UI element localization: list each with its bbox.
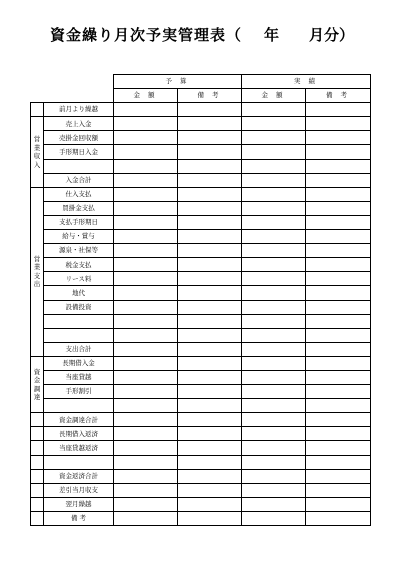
actual-amount-cell[interactable]	[242, 511, 306, 525]
row-label: 地代	[44, 286, 114, 300]
actual-remarks-cell[interactable]	[306, 145, 371, 159]
table-row	[31, 131, 371, 145]
group-blank-cell	[31, 497, 44, 511]
actual-remarks-cell[interactable]	[306, 314, 371, 328]
row-label: 資金調達合計	[44, 413, 114, 427]
actual-remarks-cell[interactable]	[306, 427, 371, 441]
header-actual: 実 績	[242, 75, 371, 89]
actual-amount-cell[interactable]	[242, 342, 306, 356]
actual-remarks-cell[interactable]	[306, 244, 371, 258]
budget-remarks-cell[interactable]	[178, 483, 242, 497]
table-row	[31, 230, 371, 244]
actual-remarks-cell[interactable]	[306, 230, 371, 244]
actual-amount-cell[interactable]	[242, 399, 306, 413]
actual-amount-cell[interactable]	[242, 385, 306, 399]
table-row	[31, 328, 371, 342]
actual-remarks-cell[interactable]	[306, 103, 371, 117]
budget-amount-cell[interactable]	[114, 300, 178, 314]
budget-amount-cell[interactable]	[114, 399, 178, 413]
row-label: 売上入金	[44, 117, 114, 131]
group-blank-cell	[31, 413, 44, 427]
budget-amount-cell[interactable]	[114, 314, 178, 328]
table-row	[31, 272, 371, 286]
actual-remarks-cell[interactable]	[306, 328, 371, 342]
header-actual-remarks: 備 考	[306, 89, 371, 103]
row-label: 支払手形期日	[44, 215, 114, 229]
table-row	[31, 244, 371, 258]
table-row	[31, 497, 371, 511]
actual-amount-cell[interactable]	[242, 469, 306, 483]
table-row	[31, 342, 371, 356]
budget-remarks-cell[interactable]	[178, 201, 242, 215]
budget-amount-cell[interactable]	[114, 145, 178, 159]
actual-amount-cell[interactable]	[242, 215, 306, 229]
budget-remarks-cell[interactable]	[178, 413, 242, 427]
row-label: 源泉・社保等	[44, 244, 114, 258]
actual-remarks-cell[interactable]	[306, 173, 371, 187]
group-blank-cell	[31, 511, 44, 525]
actual-amount-cell[interactable]	[242, 314, 306, 328]
budget-remarks-cell[interactable]	[178, 187, 242, 201]
actual-remarks-cell[interactable]	[306, 385, 371, 399]
budget-remarks-cell[interactable]	[178, 385, 242, 399]
budget-remarks-cell[interactable]	[178, 511, 242, 525]
row-label	[44, 314, 114, 328]
row-label: 設備投資	[44, 300, 114, 314]
budget-amount-cell[interactable]	[114, 258, 178, 272]
actual-amount-cell[interactable]	[242, 356, 306, 370]
row-label: 資金返済合計	[44, 469, 114, 483]
table-row	[31, 201, 371, 215]
budget-remarks-cell[interactable]	[178, 159, 242, 173]
budget-amount-cell[interactable]	[114, 159, 178, 173]
actual-amount-cell[interactable]	[242, 230, 306, 244]
actual-remarks-cell[interactable]	[306, 356, 371, 370]
row-label: 買掛金支払	[44, 201, 114, 215]
header-corner	[31, 75, 114, 103]
budget-amount-cell[interactable]	[114, 286, 178, 300]
row-label	[44, 455, 114, 469]
budget-amount-cell[interactable]	[114, 483, 178, 497]
budget-remarks-cell[interactable]	[178, 300, 242, 314]
group-blank-cell	[31, 483, 44, 497]
actual-amount-cell[interactable]	[242, 286, 306, 300]
row-label: 税金支払	[44, 258, 114, 272]
header-budget-amount: 金 額	[114, 89, 178, 103]
budget-amount-cell[interactable]	[114, 385, 178, 399]
budget-remarks-cell[interactable]	[178, 103, 242, 117]
actual-amount-cell[interactable]	[242, 258, 306, 272]
row-label: 長期借入返済	[44, 427, 114, 441]
budget-remarks-cell[interactable]	[178, 342, 242, 356]
actual-remarks-cell[interactable]	[306, 370, 371, 384]
actual-amount-cell[interactable]	[242, 103, 306, 117]
budget-amount-cell[interactable]	[114, 215, 178, 229]
actual-remarks-cell[interactable]	[306, 215, 371, 229]
row-label: 前月より繰越	[44, 103, 114, 117]
budget-amount-cell[interactable]	[114, 230, 178, 244]
row-label: 当座貸越	[44, 370, 114, 384]
budget-remarks-cell[interactable]	[178, 469, 242, 483]
table-row	[31, 455, 371, 469]
table-row	[31, 427, 371, 441]
budget-amount-cell[interactable]	[114, 441, 178, 455]
group-blank-cell	[31, 469, 44, 483]
row-label: 給与・賞与	[44, 230, 114, 244]
actual-remarks-cell[interactable]	[306, 117, 371, 131]
table-row	[31, 286, 371, 300]
cashflow-table	[30, 74, 371, 526]
budget-remarks-cell[interactable]	[178, 370, 242, 384]
actual-amount-cell[interactable]	[242, 145, 306, 159]
budget-amount-cell[interactable]	[114, 103, 178, 117]
actual-amount-cell[interactable]	[242, 497, 306, 511]
actual-amount-cell[interactable]	[242, 272, 306, 286]
actual-remarks-cell[interactable]	[306, 201, 371, 215]
actual-remarks-cell[interactable]	[306, 483, 371, 497]
budget-remarks-cell[interactable]	[178, 173, 242, 187]
budget-amount-cell[interactable]	[114, 356, 178, 370]
budget-remarks-cell[interactable]	[178, 131, 242, 145]
group-label-financing: 資 金 調 達	[31, 356, 44, 412]
document-title	[0, 24, 400, 44]
table-row	[31, 145, 371, 159]
budget-amount-cell[interactable]	[114, 187, 178, 201]
budget-amount-cell[interactable]	[114, 469, 178, 483]
budget-remarks-cell[interactable]	[178, 356, 242, 370]
actual-amount-cell[interactable]	[242, 455, 306, 469]
table-row	[31, 511, 371, 525]
actual-amount-cell[interactable]	[242, 244, 306, 258]
row-label: 備 考	[44, 511, 114, 525]
actual-remarks-cell[interactable]	[306, 187, 371, 201]
budget-remarks-cell[interactable]	[178, 399, 242, 413]
budget-remarks-cell[interactable]	[178, 215, 242, 229]
title-year-label: 年	[264, 26, 280, 44]
budget-remarks-cell[interactable]	[178, 497, 242, 511]
actual-amount-cell[interactable]	[242, 427, 306, 441]
budget-remarks-cell[interactable]	[178, 441, 242, 455]
actual-remarks-cell[interactable]	[306, 441, 371, 455]
actual-remarks-cell[interactable]	[306, 497, 371, 511]
actual-amount-cell[interactable]	[242, 187, 306, 201]
row-label: リース料	[44, 272, 114, 286]
budget-amount-cell[interactable]	[114, 497, 178, 511]
budget-remarks-cell[interactable]	[178, 230, 242, 244]
row-label	[44, 328, 114, 342]
budget-remarks-cell[interactable]	[178, 286, 242, 300]
group-blank-cell	[31, 103, 44, 117]
budget-amount-cell[interactable]	[114, 131, 178, 145]
actual-remarks-cell[interactable]	[306, 286, 371, 300]
budget-remarks-cell[interactable]	[178, 328, 242, 342]
row-label	[44, 399, 114, 413]
row-label: 差引当月収支	[44, 483, 114, 497]
table-row	[31, 173, 371, 187]
actual-amount-cell[interactable]	[242, 328, 306, 342]
group-blank-cell	[31, 441, 44, 455]
actual-remarks-cell[interactable]	[306, 342, 371, 356]
budget-amount-cell[interactable]	[114, 370, 178, 384]
actual-remarks-cell[interactable]	[306, 131, 371, 145]
table-row	[31, 399, 371, 413]
row-label	[44, 159, 114, 173]
budget-amount-cell[interactable]	[114, 511, 178, 525]
actual-amount-cell[interactable]	[242, 441, 306, 455]
table-row	[31, 385, 371, 399]
budget-remarks-cell[interactable]	[178, 244, 242, 258]
row-label: 入金合計	[44, 173, 114, 187]
actual-amount-cell[interactable]	[242, 201, 306, 215]
table-row	[31, 258, 371, 272]
actual-amount-cell[interactable]	[242, 370, 306, 384]
table-row	[31, 300, 371, 314]
actual-remarks-cell[interactable]	[306, 511, 371, 525]
table-row	[31, 103, 371, 117]
table-row	[31, 117, 371, 131]
row-label: 翌月繰越	[44, 497, 114, 511]
actual-remarks-cell[interactable]	[306, 399, 371, 413]
actual-remarks-cell[interactable]	[306, 413, 371, 427]
title-main: 資金繰り月次予実管理表（	[50, 26, 243, 44]
budget-amount-cell[interactable]	[114, 244, 178, 258]
table-row	[31, 187, 371, 201]
actual-amount-cell[interactable]	[242, 173, 306, 187]
title-month-label: 月分）	[309, 26, 355, 44]
table-row	[31, 483, 371, 497]
budget-amount-cell[interactable]	[114, 173, 178, 187]
row-label: 長期借入金	[44, 356, 114, 370]
budget-amount-cell[interactable]	[114, 201, 178, 215]
table-row	[31, 370, 371, 384]
row-label: 支出合計	[44, 342, 114, 356]
header-row-1	[31, 75, 371, 89]
actual-remarks-cell[interactable]	[306, 469, 371, 483]
budget-remarks-cell[interactable]	[178, 455, 242, 469]
budget-amount-cell[interactable]	[114, 413, 178, 427]
budget-remarks-cell[interactable]	[178, 272, 242, 286]
budget-remarks-cell[interactable]	[178, 258, 242, 272]
group-blank-cell	[31, 427, 44, 441]
table-row	[31, 215, 371, 229]
group-label-op-expense: 営 業 支 出	[31, 187, 44, 356]
table-row	[31, 469, 371, 483]
actual-amount-cell[interactable]	[242, 413, 306, 427]
budget-remarks-cell[interactable]	[178, 427, 242, 441]
budget-amount-cell[interactable]	[114, 328, 178, 342]
row-label: 手形割引	[44, 385, 114, 399]
budget-amount-cell[interactable]	[114, 427, 178, 441]
actual-remarks-cell[interactable]	[306, 272, 371, 286]
header-budget-remarks: 備 考	[178, 89, 242, 103]
actual-remarks-cell[interactable]	[306, 455, 371, 469]
header-budget: 予 算	[114, 75, 242, 89]
actual-remarks-cell[interactable]	[306, 300, 371, 314]
row-label: 当座貸越返済	[44, 441, 114, 455]
table-row	[31, 314, 371, 328]
budget-remarks-cell[interactable]	[178, 117, 242, 131]
budget-remarks-cell[interactable]	[178, 145, 242, 159]
actual-amount-cell[interactable]	[242, 300, 306, 314]
group-blank-cell	[31, 455, 44, 469]
actual-remarks-cell[interactable]	[306, 258, 371, 272]
actual-amount-cell[interactable]	[242, 483, 306, 497]
row-label: 売掛金回収額	[44, 131, 114, 145]
row-label: 仕入支払	[44, 187, 114, 201]
table-row	[31, 159, 371, 173]
table-row	[31, 441, 371, 455]
group-label-op-income: 営 業 収 入	[31, 117, 44, 187]
header-actual-amount: 金 額	[242, 89, 306, 103]
actual-amount-cell[interactable]	[242, 131, 306, 145]
table-row	[31, 356, 371, 370]
budget-amount-cell[interactable]	[114, 342, 178, 356]
actual-amount-cell[interactable]	[242, 159, 306, 173]
budget-amount-cell[interactable]	[114, 272, 178, 286]
actual-amount-cell[interactable]	[242, 117, 306, 131]
budget-amount-cell[interactable]	[114, 455, 178, 469]
actual-remarks-cell[interactable]	[306, 159, 371, 173]
table-row	[31, 413, 371, 427]
row-label: 手形期日入金	[44, 145, 114, 159]
budget-remarks-cell[interactable]	[178, 314, 242, 328]
budget-amount-cell[interactable]	[114, 117, 178, 131]
